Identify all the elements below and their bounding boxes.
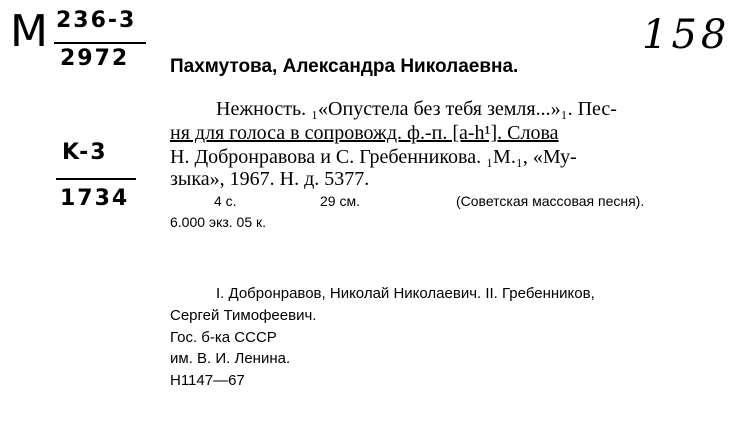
library-line-1: Гос. б-ка СССР — [170, 329, 277, 346]
physical-pages: 4 с. — [214, 193, 237, 209]
shelf-mark-top: 236-3 — [56, 8, 137, 33]
shelf-mark-bottom: 2972 — [60, 46, 130, 71]
physical-series: (Советская массовая песня). — [456, 193, 645, 209]
card-number: H1147—67 — [170, 372, 245, 389]
shelf-mark-divider — [54, 42, 146, 44]
author-heading: Пахмутова, Александра Николаевна. — [170, 56, 519, 77]
library-line-2: им. В. И. Ленина. — [170, 350, 291, 367]
tracing-line-1: I. Добронравов, Николай Николаевич. II. Гребенников, — [216, 285, 595, 302]
shelf-mark-2-top: K-3 — [62, 140, 108, 165]
shelf-mark-2-bottom: 1734 — [60, 186, 130, 211]
description-line-2: ня для голоса в сопровожд. ф.-п. [а-h¹]. Слова — [170, 122, 559, 144]
tracing-line-2: Сергей Тимофеевич. — [170, 307, 317, 324]
margin-mark: M — [10, 6, 48, 57]
physical-copies: 6.000 экз. 05 к. — [170, 214, 267, 230]
description-line-3: Н. Добронравова и С. Гребенникова. ₁М.₁, «Му- — [170, 146, 577, 168]
shelf-mark-2-divider — [56, 178, 136, 180]
description-line-1: Нежность. ₁«Опустела без тебя земля...»₁. Пес- — [216, 98, 617, 120]
physical-size: 29 см. — [320, 193, 360, 209]
description-line-4: зыка», 1967. Н. д. 5377. — [170, 168, 370, 190]
corner-number: 158 — [642, 12, 731, 58]
